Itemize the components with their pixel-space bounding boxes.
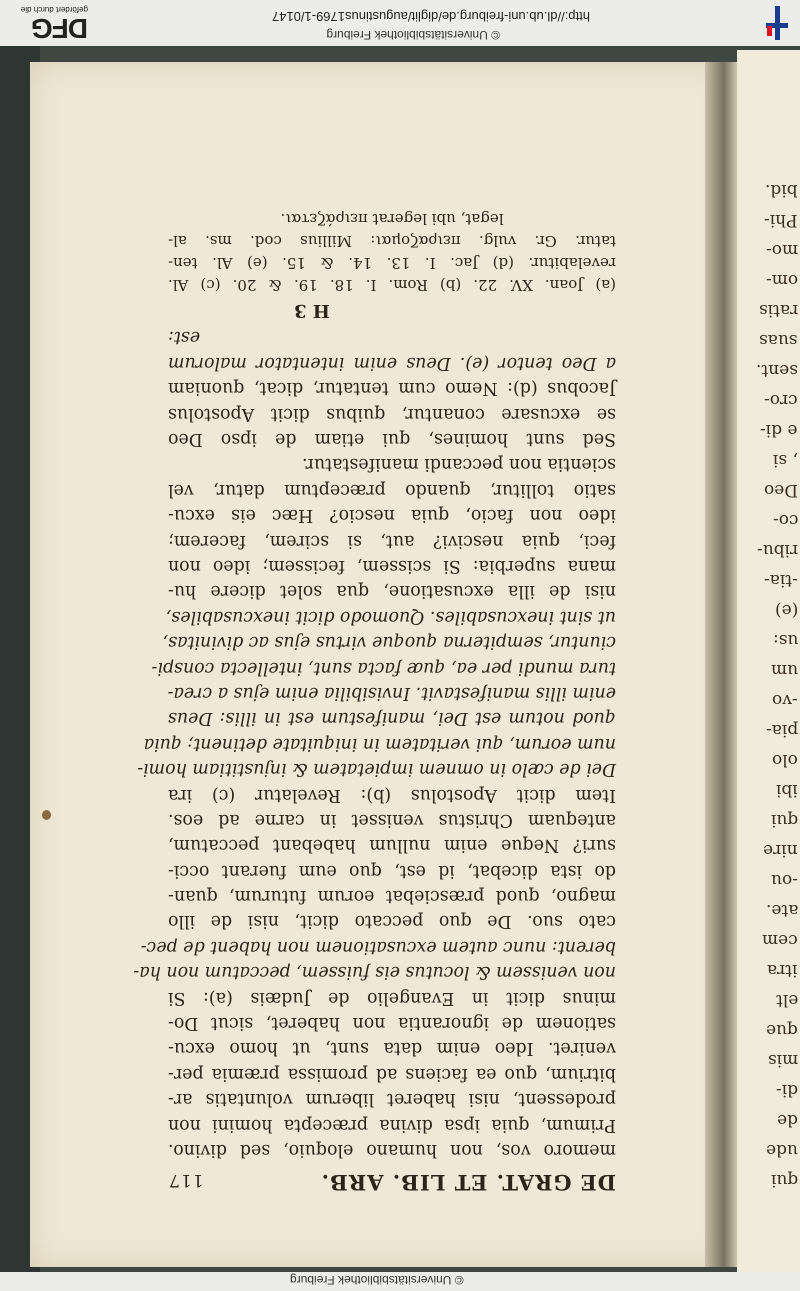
footnotes bbox=[168, 208, 616, 296]
text-line: ut sint inexcusabiles. Quomodo dicit inexcusabiles, bbox=[165, 606, 616, 627]
facing-page-fragment: qui bbox=[770, 810, 798, 830]
facing-page-fragment: cro- bbox=[764, 390, 798, 410]
text-line: tura mundi per ea, quæ facta sunt, intellecta conspi- bbox=[151, 657, 616, 678]
text-line: quod notum est Dei, manifestum est in illis: Deus bbox=[168, 708, 616, 729]
text-line: mana superbia: Si scissem, fecissem; ideo non bbox=[168, 556, 616, 577]
facing-page-fragment: itra bbox=[767, 960, 798, 980]
facing-page-fragment: Phi- bbox=[764, 210, 798, 230]
dfg-logo-text: DFG bbox=[31, 13, 88, 44]
facing-page-fragment: ribu- bbox=[756, 540, 798, 560]
text-line: ideo non facio, quia nescio? Hæc eis excu- bbox=[168, 505, 616, 526]
text-line: do ista dicebat, id est, quo eum fuerant occi- bbox=[168, 860, 616, 881]
facing-page-fragment: ude bbox=[766, 1140, 798, 1160]
facing-page-fragment: pia- bbox=[765, 720, 798, 740]
viewer-toolbar bbox=[0, 0, 800, 46]
footnote-line: legat, ubi legerat πειράζεται. bbox=[280, 210, 504, 229]
facing-page-fragment: us: bbox=[772, 630, 798, 650]
facing-page-fragment: de bbox=[777, 1110, 798, 1130]
facing-page-fragment: mo- bbox=[765, 240, 798, 260]
facing-page-fragment: co- bbox=[772, 510, 798, 530]
text-line: num eorum, qui veritatem in iniquitate detinent; quia bbox=[143, 733, 616, 754]
text-line: Dei de cælo in omnem impietatem & injustitiam homi- bbox=[137, 759, 616, 780]
text-line: Jacobus (d): Nemo cum tentatur, dicat, quoniam bbox=[168, 378, 616, 399]
text-line: feci, quia nescivi? aut, si scirem, facerem; bbox=[168, 530, 616, 551]
footnote-line: (a) Joan. XV. 22. (b) Rom. I. 18. 19. & 20. (c) Al. bbox=[168, 276, 616, 295]
footnote-line: tatur. Gr. vulg. πειραζομαι: Millius cod. ms. al- bbox=[168, 232, 616, 251]
facing-page-fragment: ibi bbox=[776, 780, 798, 800]
facing-page-fragment: e di- bbox=[760, 420, 798, 440]
text-line: minus dicit in Evangelio de Judæis (a): Si bbox=[168, 987, 616, 1008]
text-line: suri? Neque enim nullum habebant peccatum, bbox=[168, 835, 616, 856]
text-line: memoro vos, non humano eloquio, sed divino. bbox=[168, 1140, 616, 1160]
text-line: nisi de illa excusatione, qua solet dicere hu- bbox=[168, 581, 616, 602]
facing-page-fragment: -ou bbox=[771, 870, 798, 890]
facing-page-fragment: que bbox=[766, 1020, 798, 1040]
facing-page-fragment: suas bbox=[759, 330, 798, 350]
facing-page-fragment: Deo bbox=[764, 480, 798, 500]
facing-page-fragment: qui bbox=[770, 1170, 798, 1190]
page-number: 117 bbox=[168, 1170, 204, 1190]
footnote-line: revelabitur. (d) Jac. I. 13. 14. & 15. (e) Al. ten- bbox=[168, 254, 616, 273]
facing-page-fragment: ate. bbox=[765, 900, 798, 920]
dfg-logo-caption: gefördert durch die bbox=[20, 5, 88, 14]
facing-page-fragment: sent. bbox=[756, 360, 798, 380]
facing-page-fragment: -vo bbox=[772, 690, 798, 710]
text-line: prodessent, nisi haberet liberum voluntatis ar- bbox=[168, 1089, 616, 1110]
text-line: Primum, quia ipsa divina præcepta homini non bbox=[168, 1114, 616, 1135]
text-line: magno, quod præsciebat eorum futurum, quan- bbox=[168, 886, 616, 907]
paper-stain bbox=[42, 810, 51, 820]
text-line: non venissem & locutus eis fuissem, peccatum non ha- bbox=[133, 962, 616, 983]
text-line: Sed sunt homines, qui etiam de ipso Deo bbox=[168, 429, 616, 450]
facing-page-fragment: , si bbox=[773, 450, 798, 470]
text-line: est: bbox=[168, 327, 201, 348]
text-line: sationem de ignorantia non haberet, sicut Do- bbox=[168, 1013, 616, 1034]
text-line: enim illis manifestavit. Invisibilia enim ejus a crea- bbox=[167, 682, 616, 703]
facing-page-fragment: (e) bbox=[774, 600, 798, 620]
text-line: satio tollitur, quando præceptum datur, vel bbox=[168, 479, 616, 500]
running-header bbox=[168, 1162, 616, 1202]
copyright-notice: © Universitätsbibliothek Freiburg bbox=[326, 28, 500, 42]
page-text-block bbox=[133, 152, 616, 1202]
text-line: Item dicit Apostolus (b): Revelatur (c) ira bbox=[168, 784, 616, 805]
facing-page-fragment: nire bbox=[763, 840, 798, 860]
text-line: ciuntur, sempiterna quoque virtus ejus ac divinitas, bbox=[162, 632, 616, 653]
facing-page-edge bbox=[737, 50, 800, 1272]
facing-page-fragment: um bbox=[770, 660, 798, 680]
facing-page-fragment: cem bbox=[762, 930, 798, 950]
running-header-title: DE GRAT. ET LIB. ARB. bbox=[320, 1170, 616, 1195]
facing-page-fragment: -tia- bbox=[764, 570, 798, 590]
text-line: berent: nunc autem excusationem non habent de pec- bbox=[140, 936, 616, 957]
text-line: a Deo tentor (e). Deus enim intentator malorum bbox=[168, 352, 616, 373]
facing-page-fragment: om- bbox=[765, 270, 798, 290]
university-library-logo-icon[interactable] bbox=[758, 4, 794, 42]
text-line: veniret. Ideo enim data sunt, ut homo excu- bbox=[168, 1038, 616, 1059]
signature-mark: H 3 bbox=[294, 300, 330, 322]
viewer-footer bbox=[0, 1272, 800, 1291]
dfg-logo[interactable] bbox=[4, 4, 88, 42]
page-url[interactable]: http://dl.ub.uni-freiburg.de/diglit/augustinus1769-1/0147 bbox=[272, 9, 590, 24]
facing-page-fragment: ratis bbox=[758, 300, 798, 320]
text-line: scientia non peccandi manifestatur. bbox=[301, 454, 616, 475]
facing-page-fragment: olo bbox=[772, 750, 798, 770]
facing-page-fragment: di- bbox=[775, 1080, 798, 1100]
facing-page-fragment: elt bbox=[775, 990, 798, 1010]
text-line: se excusare conantur, quibus dicit Apostolus bbox=[168, 403, 616, 424]
text-line: antequam Christus venisset in carne ad eos. bbox=[168, 809, 616, 830]
footer-copyright: © Universitätsbibliothek Freiburg bbox=[290, 1273, 464, 1287]
book-gutter bbox=[705, 62, 739, 1267]
body-text bbox=[133, 324, 616, 1162]
text-line: bitrium, quo ea faciens ad promissa præmia per- bbox=[168, 1063, 616, 1084]
text-line: cato suo. De quo peccato dicit, nisi de illo bbox=[168, 911, 616, 932]
facing-page-fragment: bid. bbox=[765, 180, 798, 200]
facing-page-fragment: mis bbox=[767, 1050, 798, 1070]
